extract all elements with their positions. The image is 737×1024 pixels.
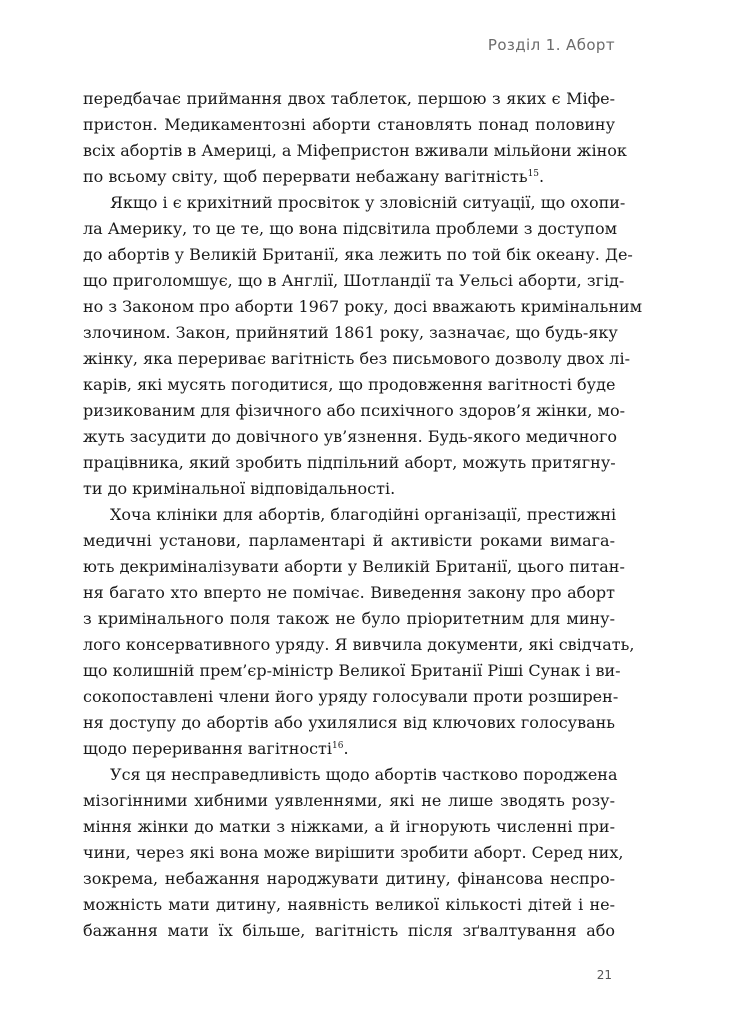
text-line — [83, 788, 615, 814]
text-line-content: злочином. Закон, прийнятий 1861 року, зазначає, що будь-яку — [83, 323, 618, 342]
text-line-content: ють декриміналізувати аборти у Великій Британії, цього питан- — [83, 557, 625, 576]
text-line — [83, 216, 618, 242]
text-line — [83, 658, 621, 684]
text-line-content: працівника, який зробить підпільний аборт, можуть притягну- — [83, 453, 616, 472]
text-line — [83, 294, 643, 320]
text-line — [83, 866, 615, 892]
text-line — [83, 632, 635, 658]
text-line — [83, 580, 615, 606]
text-line — [83, 606, 615, 632]
text-line — [83, 840, 624, 866]
running-head: Розділ 1. Аборт — [487, 36, 615, 54]
text-line — [83, 892, 615, 918]
text-line-content: ня багато хто вперто не помічає. Виведення закону про аборт — [83, 583, 615, 602]
text-line-content: сокопоставлені члени його уряду голосували проти розширен- — [83, 687, 619, 706]
text-line — [83, 268, 625, 294]
text-line-content: всіх абортів в Америці, а Міфепристон вживали мільйони жінок — [83, 141, 627, 160]
text-line-content: Хоча клініки для абортів, благодійні організації, престижні — [110, 505, 617, 524]
text-line: по всьому світу, щоб перервати небажану вагітність$^{15}$. — [83, 167, 545, 186]
text-line — [83, 112, 615, 138]
text-line-content: міння жінки до матки з ніжками, а й ігнорують численні при- — [83, 817, 615, 836]
text-line — [83, 86, 615, 112]
text-line — [83, 346, 630, 372]
text-line-content: чини, через які вона може вирішити зробити аборт. Серед них, — [83, 843, 624, 862]
text-line-content: жінку, яка перериває вагітність без письмового дозволу двох лі- — [83, 349, 630, 368]
text-line — [83, 762, 618, 788]
text-line — [83, 476, 615, 502]
text-line-content: пристон. Медикаментозні аборти становлять понад половину — [83, 115, 615, 134]
text-line-content: ризикованим для фізичного або психічного здоров’я жінки, мо- — [83, 401, 626, 420]
text-line: щодо переривання вагітності$^{16}$. — [83, 739, 349, 758]
text-line-content: що колишній прем’єр-міністр Великої Британії Ріші Сунак і ви- — [83, 661, 621, 680]
text-line — [83, 918, 615, 944]
text-line-content: лого консервативного уряду. Я вивчила документи, які свідчать, — [83, 635, 635, 654]
text-line-content: ла Америку, то це те, що вона підсвітила проблеми з доступом — [83, 219, 618, 238]
text-line-content: жуть засудити до довічного ув’язнення. Будь-якого медичного — [83, 427, 618, 446]
text-line-content: ня доступу до абортів або ухилялися від ключових голосувань — [83, 713, 615, 732]
text-line — [83, 372, 615, 398]
text-line-content: щодо переривання вагітності — [83, 739, 333, 758]
text-line — [83, 684, 619, 710]
text-line — [83, 814, 615, 840]
text-line-content: ти до кримінальної відповідальності. — [83, 479, 396, 498]
text-line-content: що приголомшує, що в Англії, Шотландії та Уельсі аборти, згід- — [83, 271, 625, 290]
text-line-content: Уся ця несправедливість щодо абортів частково породжена — [110, 765, 618, 784]
text-line — [83, 450, 615, 476]
text-line — [83, 502, 615, 528]
text-line-content: карів, які мусять погодитися, що продовження вагітності буде — [83, 375, 616, 394]
text-line-content: до абортів у Великій Британії, яка лежить по той бік океану. Де- — [83, 245, 633, 264]
text-line — [83, 710, 615, 736]
text-line-content: но з Законом про аборти 1967 року, досі вважають кримінальним — [83, 297, 643, 316]
text-line — [83, 554, 625, 580]
text-line-content: можність мати дитину, наявність великої кількості дітей і не- — [83, 895, 615, 914]
text-line — [83, 190, 626, 216]
text-line-content: з кримінального поля також не було пріоритетним для мину- — [83, 609, 615, 628]
text-line — [83, 528, 615, 554]
text-line-content: зокрема, небажання народжувати дитину, фінансова неспро- — [83, 869, 615, 888]
text-line — [83, 320, 618, 346]
footnote-marker: 16 — [332, 741, 344, 751]
text-line-content: по всьому світу, щоб перервати небажану вагітність — [83, 167, 528, 186]
text-line-content: передбачає приймання двох таблеток, першою з яких є Міфе- — [83, 89, 615, 108]
body-text — [83, 86, 643, 944]
text-line-content: медичні установи, парламентарі й активісти роками вимага- — [83, 531, 615, 550]
text-line-content: мізогінними хибними уявленнями, які не лише зводять розу- — [83, 791, 615, 810]
footnote-marker: 15 — [527, 169, 540, 179]
page-number: 21 — [596, 968, 612, 982]
text-line — [83, 398, 626, 424]
text-line-content: Якщо і є крихітний просвіток у зловісній ситуації, що охопи- — [110, 193, 626, 212]
text-line — [83, 424, 618, 450]
text-line — [83, 138, 627, 164]
text-line-content: бажання мати їх більше, вагітність після зґвалтування або — [83, 921, 615, 940]
text-line — [83, 242, 633, 268]
